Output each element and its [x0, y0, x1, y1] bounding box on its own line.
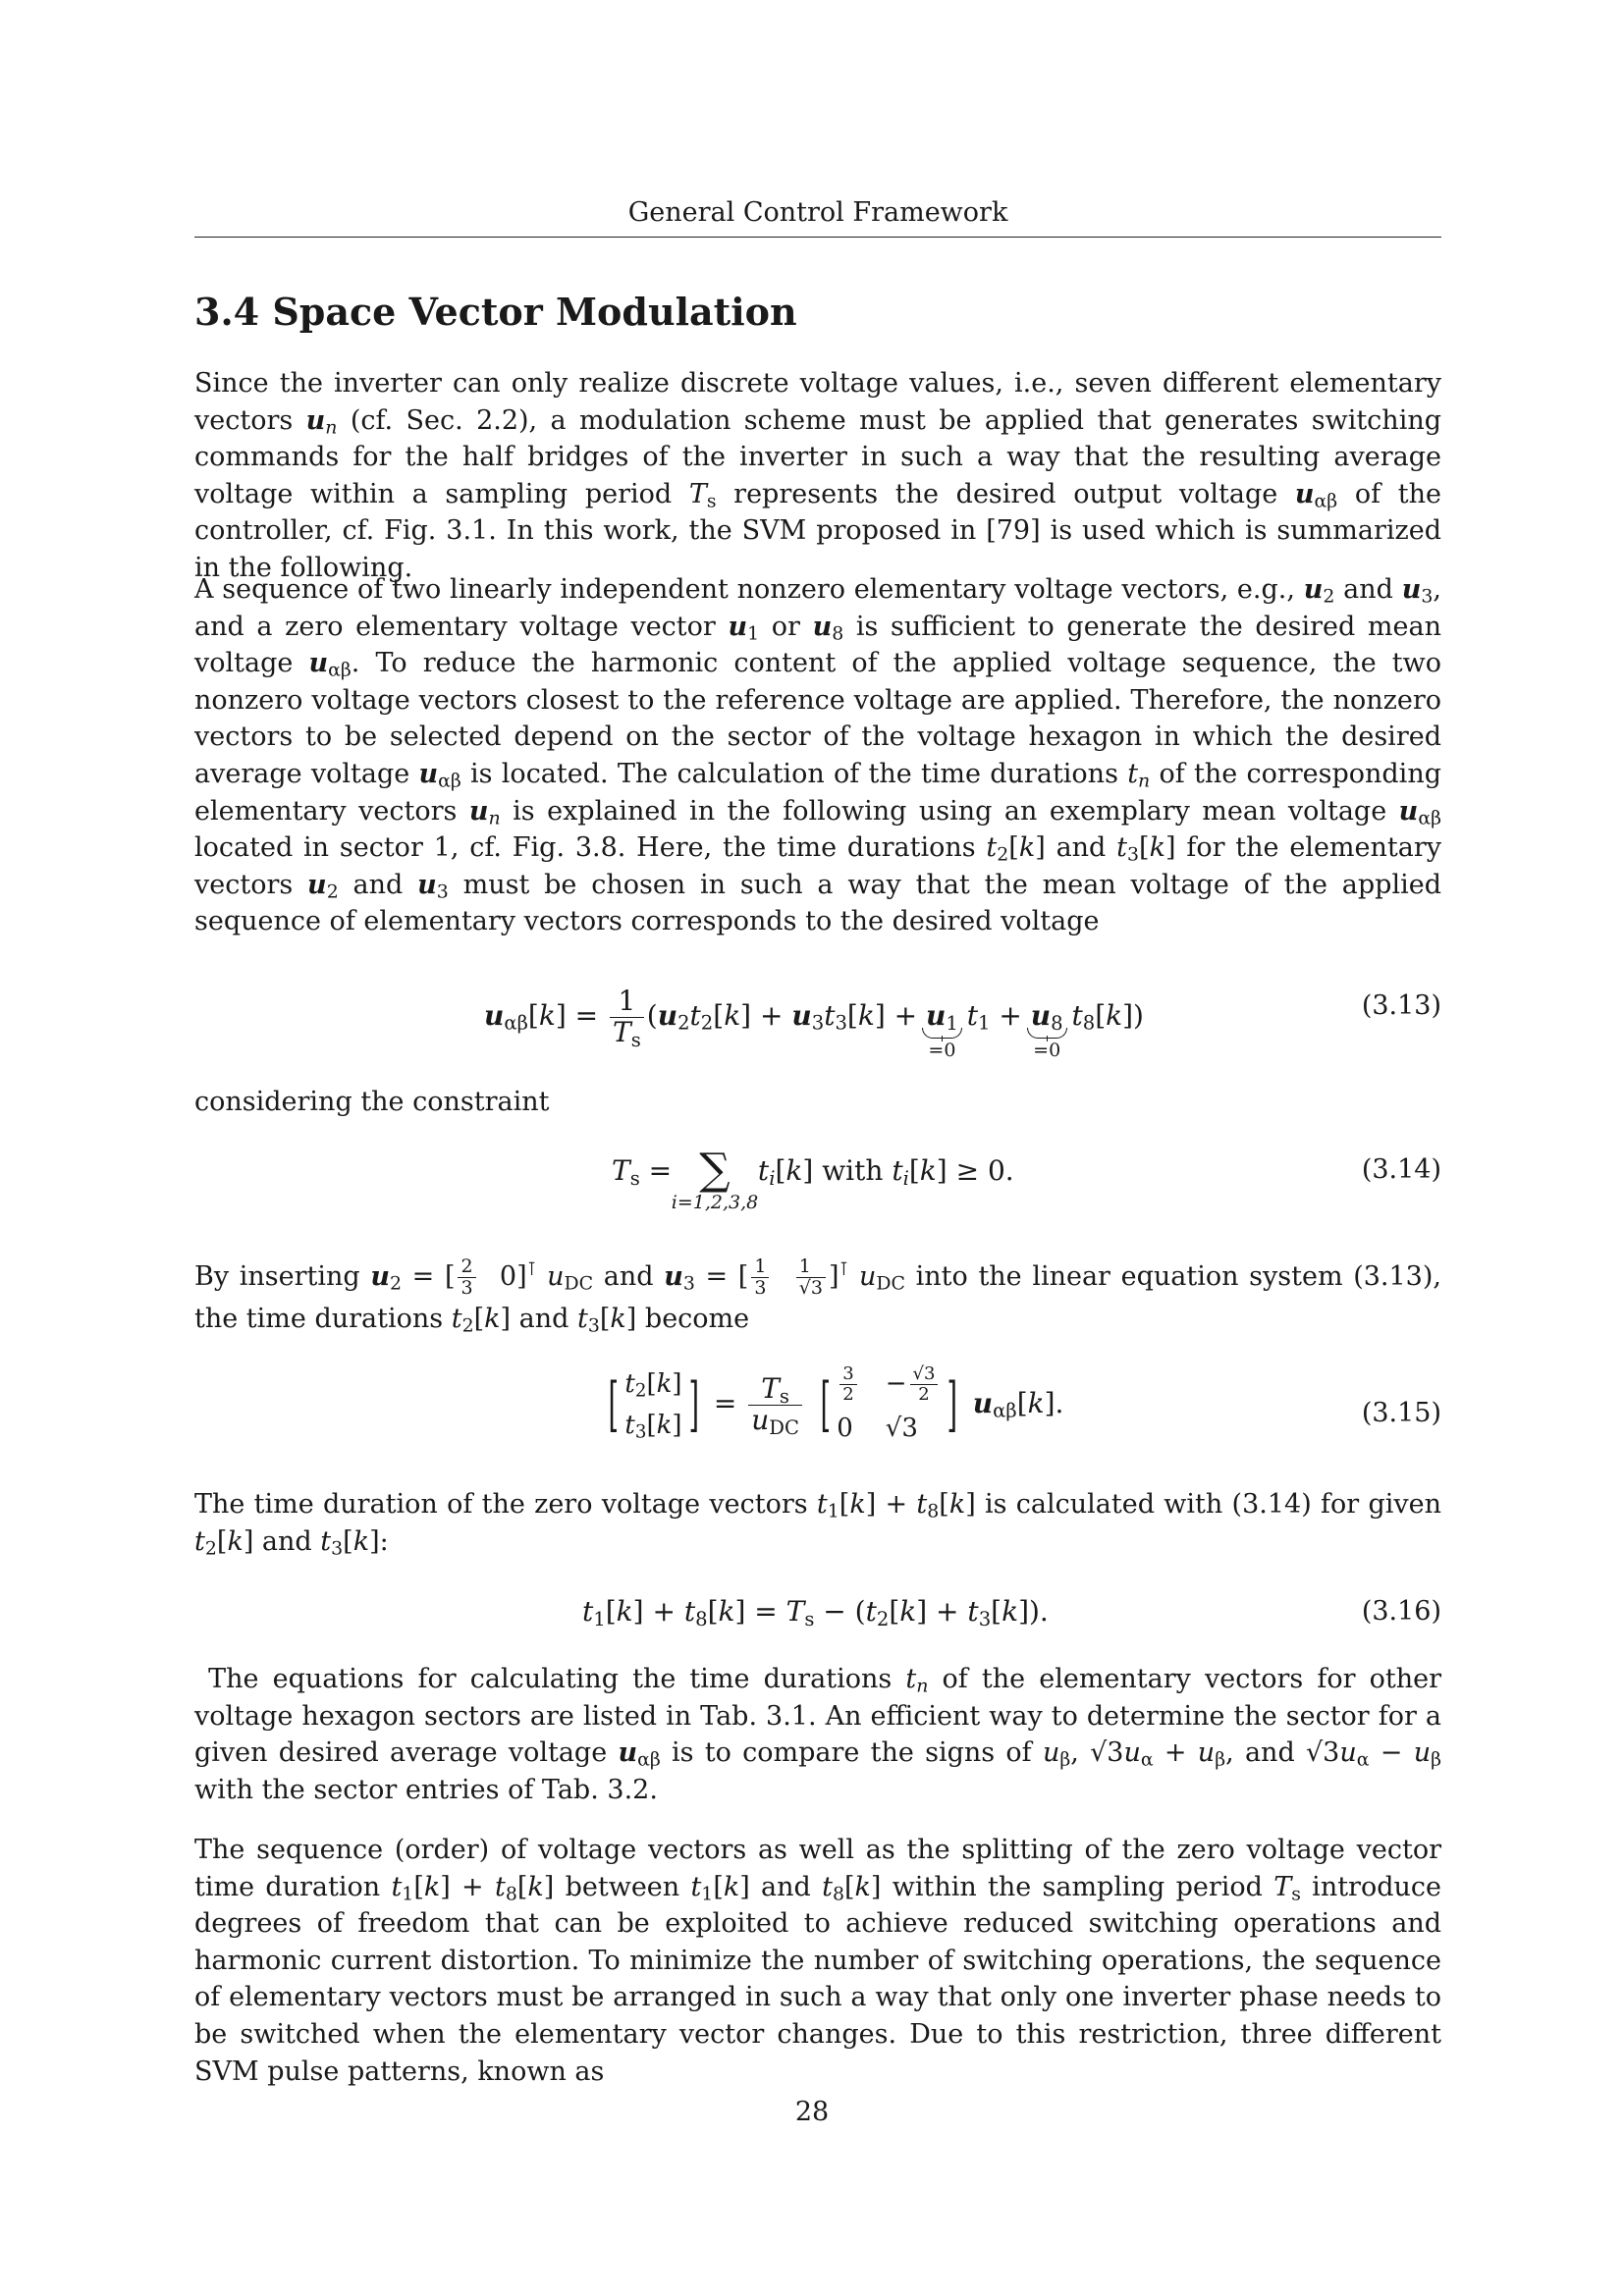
brace-note-u1: =0 — [928, 1039, 956, 1061]
equation-number: (3.15) — [1361, 1398, 1441, 1428]
paragraph-7: The sequence (order) of voltage vectors as well as the splitting of the zero voltage vector time duration $t_1[k] + t_8[k]$ between $t_1[k]$ and $t_8[k]$ within the sampling period $T_s$ introduce degrees of freedom that can be exploited to achieve reduced switching operations and harmonic current distortion. To minimize the number of switching operations, the sequence of elementary vectors must be arranged in such a way that only one inverter phase needs to be switched when the elementary vector changes. Due to this restriction, three different SVM pulse patterns, known as — [194, 1835, 1441, 2087]
paragraph-5: The time duration of the zero voltage vectors $t_1[k] + t_8[k]$ is calculated with (3.14) for given $t_2[k]$ and $t_3[k]$: — [194, 1489, 1441, 1560]
equation-3-14 — [194, 1145, 1441, 1213]
equation-3-13 — [194, 985, 1441, 1061]
equation-number: (3.13) — [1361, 990, 1441, 1021]
equation-3-16-body: $t_1[k] + t_8[k] = T_s - (t_2[k] + t_3[k])$. — [582, 1595, 1049, 1630]
paragraph-4: By inserting $u_2$ = [ $\frac{2}{3}$ 0]⊺ $u_{DC}$ and $u_3$ = [ $\frac{1}{3}$ $\frac{1}{√3}$ ]⊺ $u_{DC}$ into the linear equation system (3.13), the time durations $t_2[k]$ and $t_3[k]$ become — [194, 1255, 1441, 1337]
sum-range: i=1,2,3,8 — [671, 1192, 759, 1213]
equation-3-15-body: [ $t_2[k]$ $t_3[k]$ ] = $\frac{T_s}{u_{DC}}$ [ $\frac{3}{2}$ − $\frac{√3}{2}$ 0 √3 ] $u_{\alpha\beta}[k]$. — [608, 1363, 1064, 1443]
equation-3-16 — [194, 1592, 1441, 1631]
paragraph-3: considering the constraint — [194, 1087, 550, 1117]
equation-3-14-body: $T_s$ = ∑ i=1,2,3,8 $t_i[k]$ with $t_i[k] \ge 0$. — [612, 1145, 1014, 1213]
running-title: General Control Framework — [627, 197, 1008, 228]
equation-3-13-body: $u_{\alpha\beta}[k]$ = $\frac{1}{T_s}$ ($u_2t_2[k] + u_3t_3[k] + u_1$ =0 $t_1 + u_8$ =0 $t_8[k]$) — [484, 985, 1144, 1061]
equation-number: (3.14) — [1361, 1154, 1441, 1185]
page-number: 28 — [794, 2097, 830, 2127]
paragraph-2: A sequence of two linearly independent nonzero elementary voltage vectors, e.g., $u_2$ and $u_3$, and a zero elementary voltage vector $u_1$ or $u_8$ is sufficient to generate the desired mean voltage $u_{\alpha\beta}$. To reduce the harmonic content of the applied voltage sequence, the two nonzero voltage vectors closest to the reference voltage are applied. Therefore, the nonzero vectors to be selected depend on the sector of the voltage hexagon in which the desired average voltage $u_{\alpha\beta}$ is located. The calculation of the time durations $t_n$ of the corresponding elementary vectors $u_n$ is explained in the following using an exemplary mean voltage $u_{\alpha\beta}$ located in sector 1, cf. Fig. 3.8. Here, the time durations $t_2[k]$ and $t_3[k]$ for the elementary vectors $u_2$ and $u_3$ must be chosen in such a way that the mean voltage of the applied sequence of elementary vectors corresponds to the desired voltage — [194, 574, 1442, 937]
brace-note-u8: =0 — [1033, 1039, 1061, 1061]
header-rule — [194, 237, 1441, 238]
paragraph-1: Since the inverter can only realize discrete voltage values, i.e., seven different elementary vectors $u_n$ (cf. Sec. 2.2), a modulation scheme must be applied that generates switching commands for the half bridges of the inverter in such a way that the resulting average voltage within a sampling period $T_s$ represents the desired output voltage $u_{\alpha\beta}$ of the controller, cf. Fig. 3.1. In this work, the SVM proposed in [79] is used which is summarized in the following. — [194, 368, 1442, 583]
paragraph-6: The equations for calculating the time durations $t_n$ of the elementary vectors for other voltage hexagon sectors are listed in Tab. 3.1. An efficient way to determine the sector for a given desired average voltage $u_{\alpha\beta}$ is to compare the signs of $u_\beta$, $√3u_\alpha + u_\beta$, and $√3u_\alpha - u_\beta$ with the sector entries of Tab. 3.2. — [194, 1664, 1441, 1805]
equation-number: (3.16) — [1361, 1596, 1441, 1627]
equation-3-15 — [194, 1364, 1441, 1463]
section-title: 3.4 Space Vector Modulation — [194, 290, 797, 334]
